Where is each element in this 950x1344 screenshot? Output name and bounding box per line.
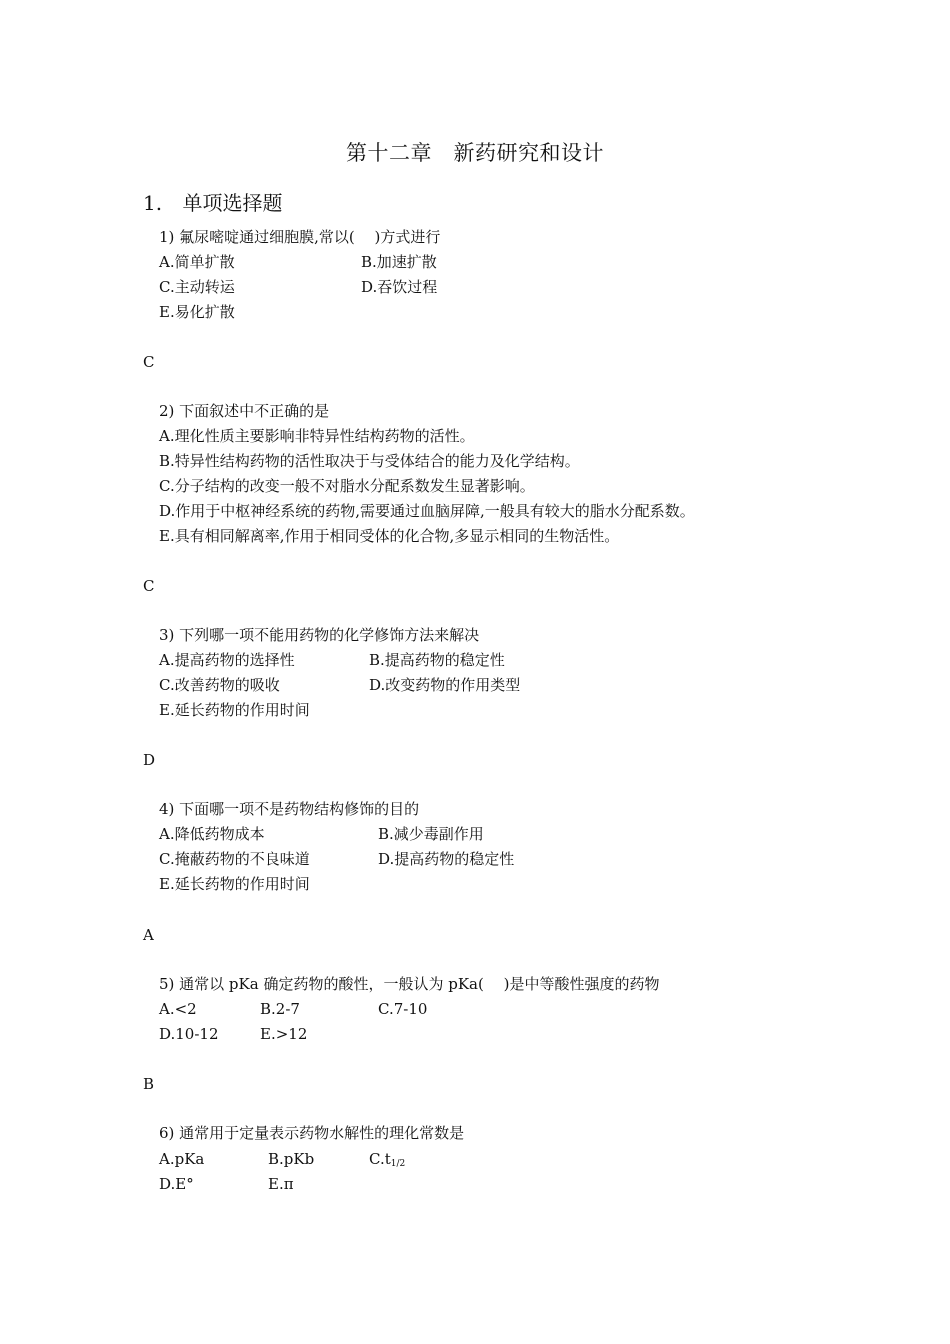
option-e: E.延长药物的作用时间 [159,875,310,893]
section-number: 1. [143,191,163,215]
option-a: A.理化性质主要影响非特异性结构药物的活性。 [159,427,475,445]
question-stem: 2) 下面叙述中不正确的是 [159,402,330,420]
option-a: A.提高药物的选择性 [159,651,295,669]
question-stem: 1) 氟尿嘧啶通过细胞膜,常以( )方式进行 [159,228,441,246]
option-c: C.掩蔽药物的不良味道 [159,850,310,868]
answer: C [143,577,155,595]
option-b: B.pKb [268,1150,315,1168]
answer: B [143,1075,155,1093]
option-b: B.特异性结构药物的活性取决于与受体结合的能力及化学结构。 [159,452,580,470]
option-d: D.提高药物的稳定性 [378,850,515,868]
section-label: 单项选择题 [182,191,283,215]
option-a: A.pKa [159,1150,205,1168]
question-stem: 4) 下面哪一项不是药物结构修饰的目的 [159,800,420,818]
page-title: 第十二章 新药研究和设计 [346,141,604,165]
option-d: D.作用于中枢神经系统的药物,需要通过血脑屏障,一般具有较大的脂水分配系数。 [159,502,695,520]
section-heading [143,187,282,216]
option-c: C.7-10 [378,1000,428,1018]
option-c: C.主动转运 [159,278,235,296]
option-b: B.2-7 [260,1000,300,1018]
answer: C [143,353,155,371]
option-d: D.E° [159,1175,194,1193]
answer: A [143,926,154,944]
option-c: C.分子结构的改变一般不对脂水分配系数发生显著影响。 [159,477,535,495]
option-c-subscript: 1/2 [390,1159,406,1169]
option-b: B.提高药物的稳定性 [369,651,505,669]
option-a: A.简单扩散 [159,253,235,271]
option-c [369,1149,405,1174]
question-stem: 5) 通常以 pKa 确定药物的酸性，一般认为 pKa( )是中等酸性强度的药物 [159,975,660,993]
option-e: E.>12 [260,1025,308,1043]
option-e: E.具有相同解离率,作用于相同受体的化合物,多显示相同的生物活性。 [159,527,620,545]
option-d: D.改变药物的作用类型 [369,676,521,694]
option-e: E.延长药物的作用时间 [159,701,310,719]
option-e: E.易化扩散 [159,303,235,321]
answer: D [143,751,156,769]
option-c: C.改善药物的吸收 [159,676,280,694]
option-d: D.10-12 [159,1025,219,1043]
option-a: A.<2 [159,1000,197,1018]
option-a: A.降低药物成本 [159,825,265,843]
option-b: B.减少毒副作用 [378,825,484,843]
option-b: B.加速扩散 [361,253,437,271]
question-stem: 6) 通常用于定量表示药物水解性的理化常数是 [159,1124,465,1142]
option-e: E.π [268,1175,294,1193]
question-stem: 3) 下列哪一项不能用药物的化学修饰方法来解决 [159,626,480,644]
option-d: D.吞饮过程 [361,278,438,296]
option-c-text: C.t [369,1150,391,1168]
